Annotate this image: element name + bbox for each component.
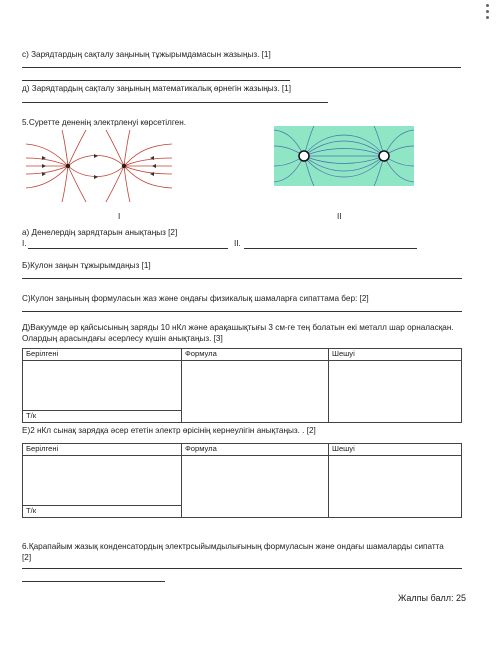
table1-footer: Т/к (23, 411, 182, 423)
table1-col3: Шешуі (329, 349, 462, 361)
table1-given-cell[interactable] (23, 361, 182, 411)
question-e: Е)2 нКл сынақ зарядқа әсер ететін электр өрісінің кернеулігін анықтаңыз. . [2] (22, 426, 316, 435)
figure-1-field-lines (24, 130, 174, 202)
question-d-vacuum: Д)Вакуумде әр қайсысының заряды 10 нКл және арақашықтығы 3 см-ге тең болатын екі металл шар орналасқан. Олардың арасындағы әсерлесу күшін анықтаңыз. [3] (22, 323, 454, 343)
charge-negative-icon (379, 151, 389, 161)
answer-line-c2[interactable] (22, 80, 290, 81)
table-1 (22, 348, 462, 423)
answer-line-6b[interactable] (22, 581, 165, 582)
table2-given-cell[interactable] (23, 456, 182, 506)
answer-5a-label-2: II. (234, 239, 241, 248)
question-5a: а) Денелердің зарядтарын анықтаңыз [2] (22, 228, 178, 237)
total-score: Жалпы балл: 25 (398, 593, 466, 603)
figure-label-2: II (337, 212, 342, 221)
table2-footer: Т/к (23, 506, 182, 518)
table2-formula-cell[interactable] (182, 456, 329, 518)
question-c: с) Зарядтардың сақталу заңының тұжырымдамасын жазыңыз. [1] (22, 50, 271, 59)
answer-line-6[interactable] (22, 568, 462, 569)
table1-col1: Берілгені (23, 349, 182, 361)
answer-line-5a-2[interactable] (244, 248, 417, 249)
question-5: 5.Суретте дененің электрленуі көрсетілген. (22, 118, 186, 127)
question-6: 6.Қарапайым жазық конденсатордың электрсыйымдылығының формуласын және ондағы шамаларды сипатта [2] (22, 542, 444, 562)
table2-solution-cell[interactable] (329, 456, 462, 518)
question-b: Б)Кулон заңын тұжырымдаңыз [1] (22, 261, 151, 270)
charge-1-icon (66, 164, 70, 168)
answer-line-c-coulomb[interactable] (22, 311, 462, 312)
question-c-coulomb: С)Кулон заңының формуласын жаз және ондағы физикалық шамаларға сипаттама бер: [2] (22, 294, 369, 303)
answer-line-d[interactable] (22, 102, 328, 103)
answer-line-b[interactable] (22, 278, 462, 279)
figure-2-field-lines (274, 126, 414, 186)
table2-col2: Формула (182, 444, 329, 456)
table1-formula-cell[interactable] (182, 361, 329, 423)
answer-line-5a-1[interactable] (28, 248, 228, 249)
question-d: д) Зарядтардың сақталу заңының математикалық өрнегін жазыңыз. [1] (22, 84, 292, 93)
answer-line-c[interactable] (22, 67, 461, 68)
charge-positive-icon (299, 151, 309, 161)
table2-col3: Шешуі (329, 444, 462, 456)
menu-dots-icon[interactable] (486, 4, 490, 22)
answer-5a-label-1: I. (22, 239, 27, 248)
table2-col1: Берілгені (23, 444, 182, 456)
figure-label-1: I (118, 212, 121, 221)
table1-solution-cell[interactable] (329, 361, 462, 423)
charge-2-icon (122, 164, 126, 168)
table-2 (22, 443, 462, 518)
table1-col2: Формула (182, 349, 329, 361)
